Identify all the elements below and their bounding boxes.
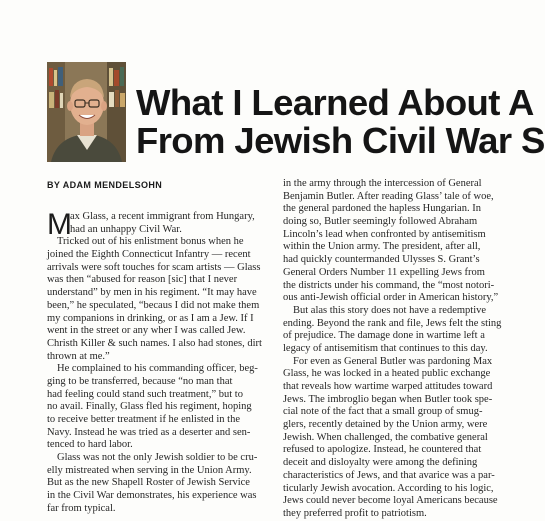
text-line: understand” by men in his regiment. “It may have <box>47 287 257 299</box>
text-line: Navy. Instead he was tried as a deserter and sen- <box>47 426 251 438</box>
text-line: my companions in drinking, or as I am a Jew. If I <box>47 312 254 324</box>
text-line: they preferred profit to patriotism. <box>283 507 427 519</box>
text-line: elly mistreated when serving in the Union Army. <box>47 464 252 476</box>
drop-cap: M <box>47 208 72 241</box>
text-line: had an unhappy Civil War. <box>70 223 182 235</box>
text-line: Lincoln’s lead when confronted by antisemitism <box>283 228 486 240</box>
author-photo <box>47 62 126 162</box>
author-portrait-image <box>47 62 126 162</box>
text-line: But as the new Shapell Roster of Jewish Service <box>47 477 250 489</box>
text-line: tenced to hard labor. <box>47 439 133 451</box>
text-line: Jewish. When challenged, the combative general <box>283 431 488 443</box>
text-line: Christh Killer & such names. I also had stones, dirt <box>47 337 262 349</box>
text-line: had feeling could stand such treatment,” but to <box>47 388 243 400</box>
article-headline <box>136 84 545 160</box>
text-line: refused to apologize. Instead, he countered that <box>283 444 482 456</box>
text-line: ax Glass, a recent immigrant from Hungary, <box>70 211 255 222</box>
text-line: joined the Eighth Connecticut Infantry — recent <box>47 249 251 261</box>
text-line: ging to be transferred, because “no man that <box>47 375 233 387</box>
text-line: He complained to his commanding officer, beg- <box>57 363 258 375</box>
text-line: in the army through the intercession of General <box>283 178 482 189</box>
left-column <box>47 208 271 516</box>
text-line: Glass, he was locked in a heated public exchange <box>283 368 491 380</box>
text-line: thrown at me.” <box>47 350 110 362</box>
text-line: to receive better treatment if he enlisted in the <box>47 414 240 425</box>
text-line: characteristics of Jews, and that avarice was a par- <box>283 469 495 481</box>
text-line: been,” he speculated, “becaus I did not make them <box>47 299 260 311</box>
text-line: in the Civil War demonstrates, his experience was <box>47 490 257 502</box>
text-line: ticularly Jewish avocation. According to his logic, <box>283 482 494 494</box>
text-line: the districts under his command, the “most notori- <box>283 279 495 291</box>
text-line: of prejudice. The damage done in wartime left a <box>283 330 485 342</box>
text-line: was then “abused for reason [sic] that I never <box>47 274 238 286</box>
text-line: Glass was not the only Jewish soldier to be cru- <box>57 452 258 464</box>
text-line: Jews. The imbroglio began when Butler took spe- <box>283 393 493 405</box>
text-line: For even as General Butler was pardoning Max <box>293 355 493 367</box>
text-line: arrivals were soft touches for scam artists — Glass <box>47 261 261 273</box>
byline: BY ADAM MENDELSOHN <box>47 180 163 190</box>
text-line: ending. Beyond the rank and file, Jews felt the sting <box>283 317 502 329</box>
text-line: Tricked out of his enlistment bonus when he <box>57 236 244 248</box>
text-line: cial note of the fact that a small group of smug- <box>283 406 483 418</box>
text-line: far from typical. <box>47 502 116 514</box>
text-line: doing so, Butler seemingly followed Abraham <box>283 216 478 228</box>
headline-line-2: From Jewish Civil War S <box>136 120 545 161</box>
headline-line-1: What I Learned About A <box>136 82 534 123</box>
text-line: Benjamin Butler. After reading Glass’ tale of woe, <box>283 190 494 202</box>
text-line: that reveals how wartime warped attitudes toward <box>283 381 493 392</box>
text-line: deceit and disloyalty were among the defining <box>283 457 478 469</box>
text-line: General Orders Number 11 expelling Jews from <box>283 266 485 278</box>
text-line: the general pardoned the hapless Hungarian. In <box>283 203 481 215</box>
text-line: no avail. Finally, Glass fled his regiment, hoping <box>47 401 252 413</box>
text-line: But alas this story does not have a redemptive <box>293 304 487 316</box>
text-line: legacy of antisemitism that continues to this day. <box>283 342 488 354</box>
text-line: within the Union army. The president, after all, <box>283 241 481 253</box>
right-column <box>283 178 512 521</box>
text-line: had quickly countermanded Ulysses S. Grant’s <box>283 254 480 266</box>
text-line: Jews could never become loyal Americans because <box>283 495 498 507</box>
text-line: ous anti-Jewish official order in American history,” <box>283 292 499 304</box>
text-line: went in the street or any wher I was called Jew. <box>47 325 246 337</box>
text-line: glers, recently detained by the Union army, were <box>283 419 488 431</box>
